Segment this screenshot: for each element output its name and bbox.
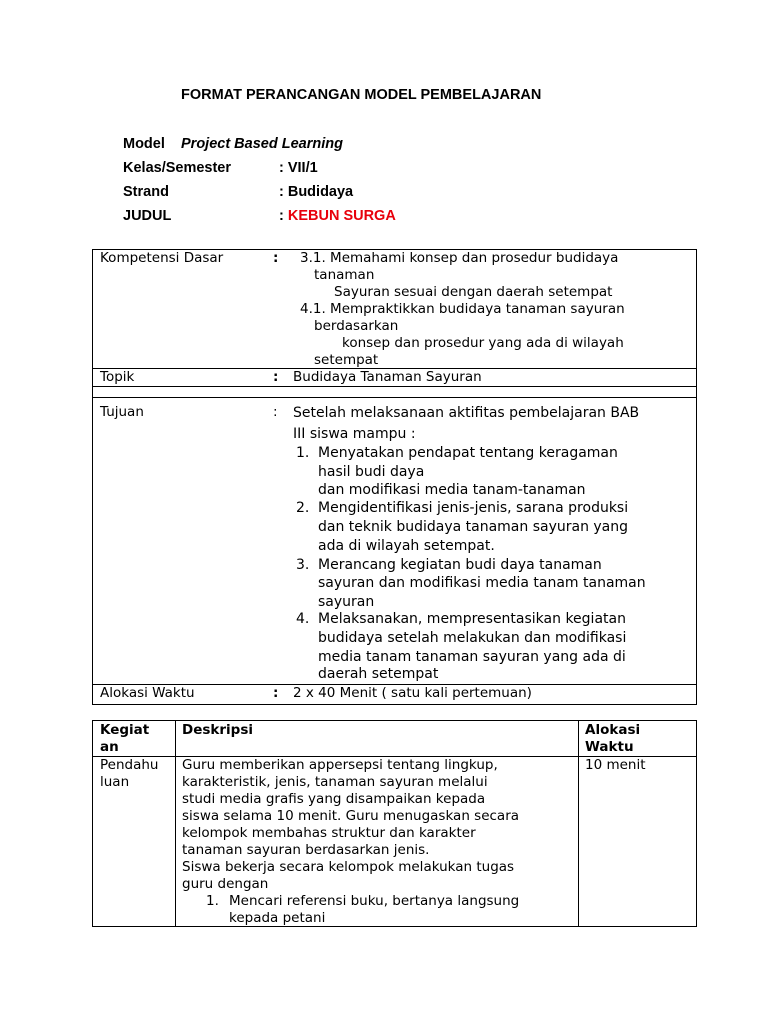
tujuan-intro: Setelah melaksanaan aktifitas pembelajaran BAB [293, 405, 640, 421]
kelas-value: : VII/1 [279, 160, 318, 176]
tujuan-item-line: sayuran dan modifikasi media tanam tanaman [318, 575, 646, 591]
tujuan-item-num: 2. [296, 500, 310, 516]
tujuan-item-line: dan teknik budidaya tanaman sayuran yang [318, 519, 629, 535]
tujuan-item-line: media tanam tanaman sayuran yang ada di [318, 649, 626, 665]
topik-colon: : [273, 369, 279, 385]
judul-field [279, 208, 396, 224]
kd-line: setempat [314, 352, 379, 368]
col-header-alokasi: Waktu [585, 739, 634, 755]
alokasi-label: Alokasi Waktu [100, 685, 195, 701]
kd-line: 4.1. Mempraktikkan budidaya tanaman sayuran [300, 301, 625, 317]
col-header-kegiatan: an [100, 739, 119, 755]
col-header-deskripsi: Deskripsi [182, 722, 253, 738]
topik-label: Topik [100, 369, 135, 385]
tujuan-item-line: Merancang kegiatan budi daya tanaman [318, 557, 602, 573]
deskripsi-sub-line: Mencari referensi buku, bertanya langsung [229, 893, 520, 909]
tujuan-colon: : [273, 404, 278, 420]
tujuan-item-line: Menyatakan pendapat tentang keragaman [318, 445, 618, 461]
tujuan-item-line: budidaya setelah melakukan dan modifikasi [318, 630, 627, 646]
col-divider [578, 721, 579, 926]
tujuan-item-num: 1. [296, 445, 310, 461]
activity-table [92, 720, 697, 927]
judul-colon: : [279, 208, 288, 224]
kd-label: Kompetensi Dasar [100, 250, 224, 266]
deskripsi-sub-line: kepada petani [229, 910, 326, 926]
page-title: FORMAT PERANCANGAN MODEL PEMBELAJARAN [181, 87, 542, 103]
kd-colon: : [273, 250, 279, 266]
row-divider [93, 397, 696, 398]
tujuan-item-line: hasil budi daya [318, 464, 425, 480]
model-label: Model [123, 136, 165, 152]
judul-label: JUDUL [123, 208, 172, 224]
kd-line: 3.1. Memahami konsep dan prosedur budidaya [300, 250, 619, 266]
deskripsi-line: Siswa bekerja secara kelompok melakukan tugas [182, 859, 515, 875]
deskripsi-line: siswa selama 10 menit. Guru menugaskan secara [182, 808, 520, 824]
kelas-label: Kelas/Semester [123, 160, 232, 176]
waktu-cell: 10 menit [585, 757, 646, 773]
kegiatan-cell: luan [100, 774, 130, 790]
col-header-alokasi: Alokasi [585, 722, 641, 738]
deskripsi-line: studi media grafis yang disampaikan kepada [182, 791, 486, 807]
kegiatan-cell: Pendahu [100, 757, 159, 773]
strand-label: Strand [123, 184, 169, 200]
topik-value: Budidaya Tanaman Sayuran [293, 369, 482, 385]
deskripsi-line: kelompok membahas struktur dan karakter [182, 825, 476, 841]
deskripsi-line: karakteristik, jenis, tanaman sayuran melalui [182, 774, 488, 790]
col-divider [175, 721, 176, 926]
tujuan-item-num: 4. [296, 611, 310, 627]
row-divider [93, 386, 696, 387]
kd-line: berdasarkan [314, 318, 399, 334]
deskripsi-line: tanaman sayuran berdasarkan jenis. [182, 842, 430, 858]
tujuan-item-line: dan modifikasi media tanam-tanaman [318, 482, 586, 498]
kd-line: konsep dan prosedur yang ada di wilayah [342, 335, 624, 351]
tujuan-label: Tujuan [100, 404, 144, 420]
kd-line: Sayuran sesuai dengan daerah setempat [334, 284, 613, 300]
tujuan-item-line: ada di wilayah setempat. [318, 538, 495, 554]
judul-value: KEBUN SURGA [287, 208, 396, 224]
model-value: Project Based Learning [181, 136, 343, 152]
strand-value: : Budidaya [279, 184, 354, 200]
alokasi-colon: : [273, 685, 279, 701]
deskripsi-line: Guru memberikan appersepsi tentang lingkup, [182, 757, 498, 773]
kd-line: tanaman [314, 267, 375, 283]
deskripsi-sub-num: 1. [206, 893, 219, 909]
info-table [92, 249, 697, 705]
tujuan-item-line: Melaksanakan, mempresentasikan kegiatan [318, 611, 626, 627]
deskripsi-line: guru dengan [182, 876, 269, 892]
tujuan-item-line: sayuran [318, 594, 375, 610]
alokasi-value: 2 x 40 Menit ( satu kali pertemuan) [293, 685, 532, 701]
tujuan-item-num: 3. [296, 557, 310, 573]
tujuan-item-line: daerah setempat [318, 666, 439, 682]
tujuan-intro: III siswa mampu : [293, 426, 416, 442]
tujuan-item-line: Mengidentifikasi jenis-jenis, sarana produksi [318, 500, 629, 516]
col-header-kegiatan: Kegiat [100, 722, 150, 738]
